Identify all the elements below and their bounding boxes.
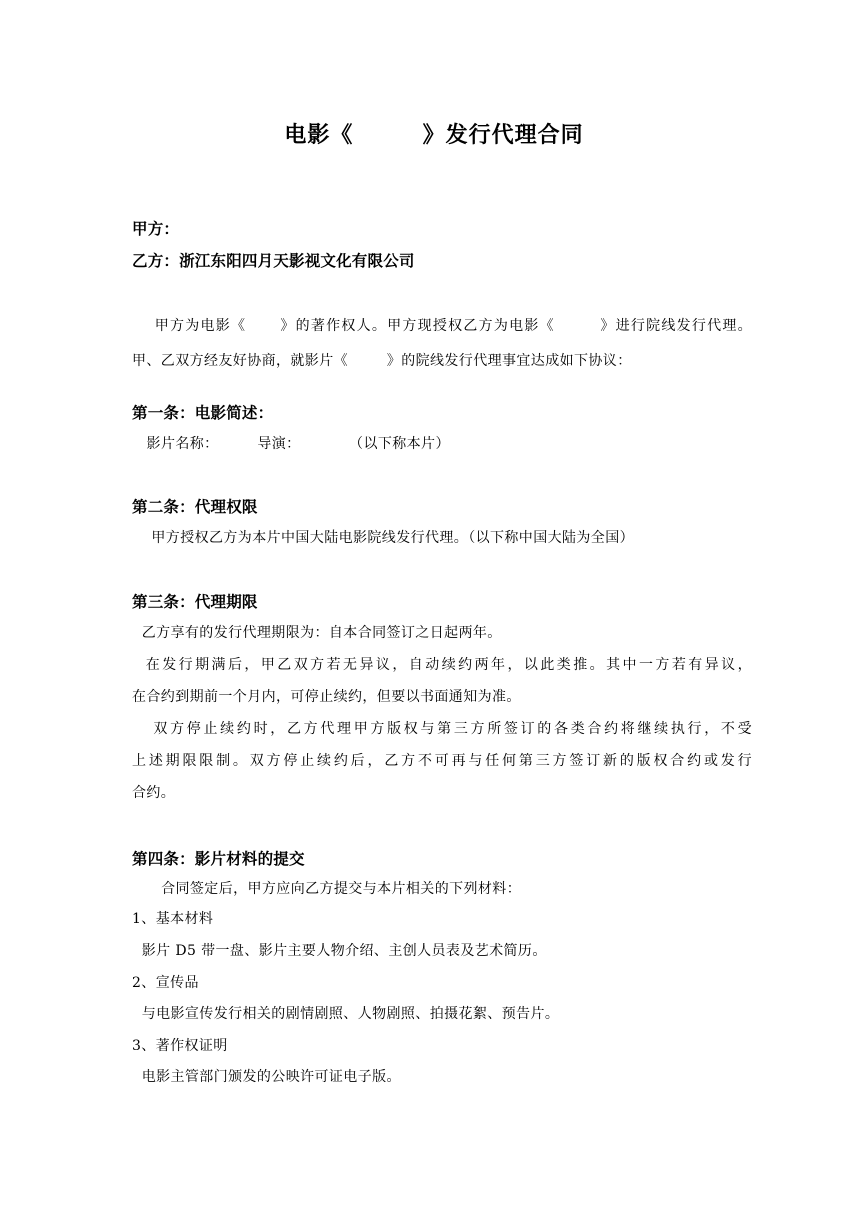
section-heading: 第二条：代理权限 [132,498,258,516]
section-line: 乙方享有的发行代理期限为：自本合同签订之日起两年。 [132,625,502,641]
section-line: 合同签定后，甲方应向乙方提交与本片相关的下列材料： [132,881,522,897]
intro-line: 甲方为电影《 》的著作权人。甲方现授权乙方为电影《 》进行院线发行代理。 [132,318,752,334]
list-item-heading: 1、基本材料 [132,911,214,927]
section-line: 双方停止续约时，乙方代理甲方版权与第三方所签订的各类合约将继续执行，不受 [132,721,752,737]
list-item-text: 与电影宣传发行相关的剧情剧照、人物剧照、拍摄花絮、预告片。 [132,1006,560,1022]
page-title: 电影《 》发行代理合同 [284,123,584,148]
section-line: 在合约到期前一个月内，可停止续约，但要以书面通知为准。 [132,689,521,705]
party-a-label: 甲方： [132,220,180,238]
section-heading: 第一条：电影简述： [132,404,274,422]
list-item-heading: 2、宣传品 [132,975,199,991]
section-heading: 第四条：影片材料的提交 [132,850,305,868]
intro-line: 甲、乙双方经友好协商，就影片《 》的院线发行代理事宜达成如下协议： [132,353,632,369]
section-line: 合约。 [132,785,176,801]
party-b-label: 乙方：浙江东阳四月天影视文化有限公司 [132,252,415,270]
section-heading: 第三条：代理期限 [132,593,258,611]
section-line: 上述期限限制。双方停止续约后，乙方不可再与任何第三方签订新的版权合约或发行 [132,753,752,769]
section-line: 甲方授权乙方为本片中国大陆电影院线发行代理。（以下称中国大陆为全国） [132,530,634,546]
section-line: 影片名称： 导演： （以下称本片） [132,436,450,452]
list-item-text: 电影主管部门颁发的公映许可证电子版。 [132,1069,401,1085]
list-item-heading: 3、著作权证明 [132,1038,228,1054]
section-line: 在发行期满后，甲乙双方若无异议，自动续约两年，以此类推。其中一方若有异议， [132,657,752,673]
list-item-text: 影片 D5 带一盘、影片主要人物介绍、主创人员表及艺术简历。 [132,943,547,959]
